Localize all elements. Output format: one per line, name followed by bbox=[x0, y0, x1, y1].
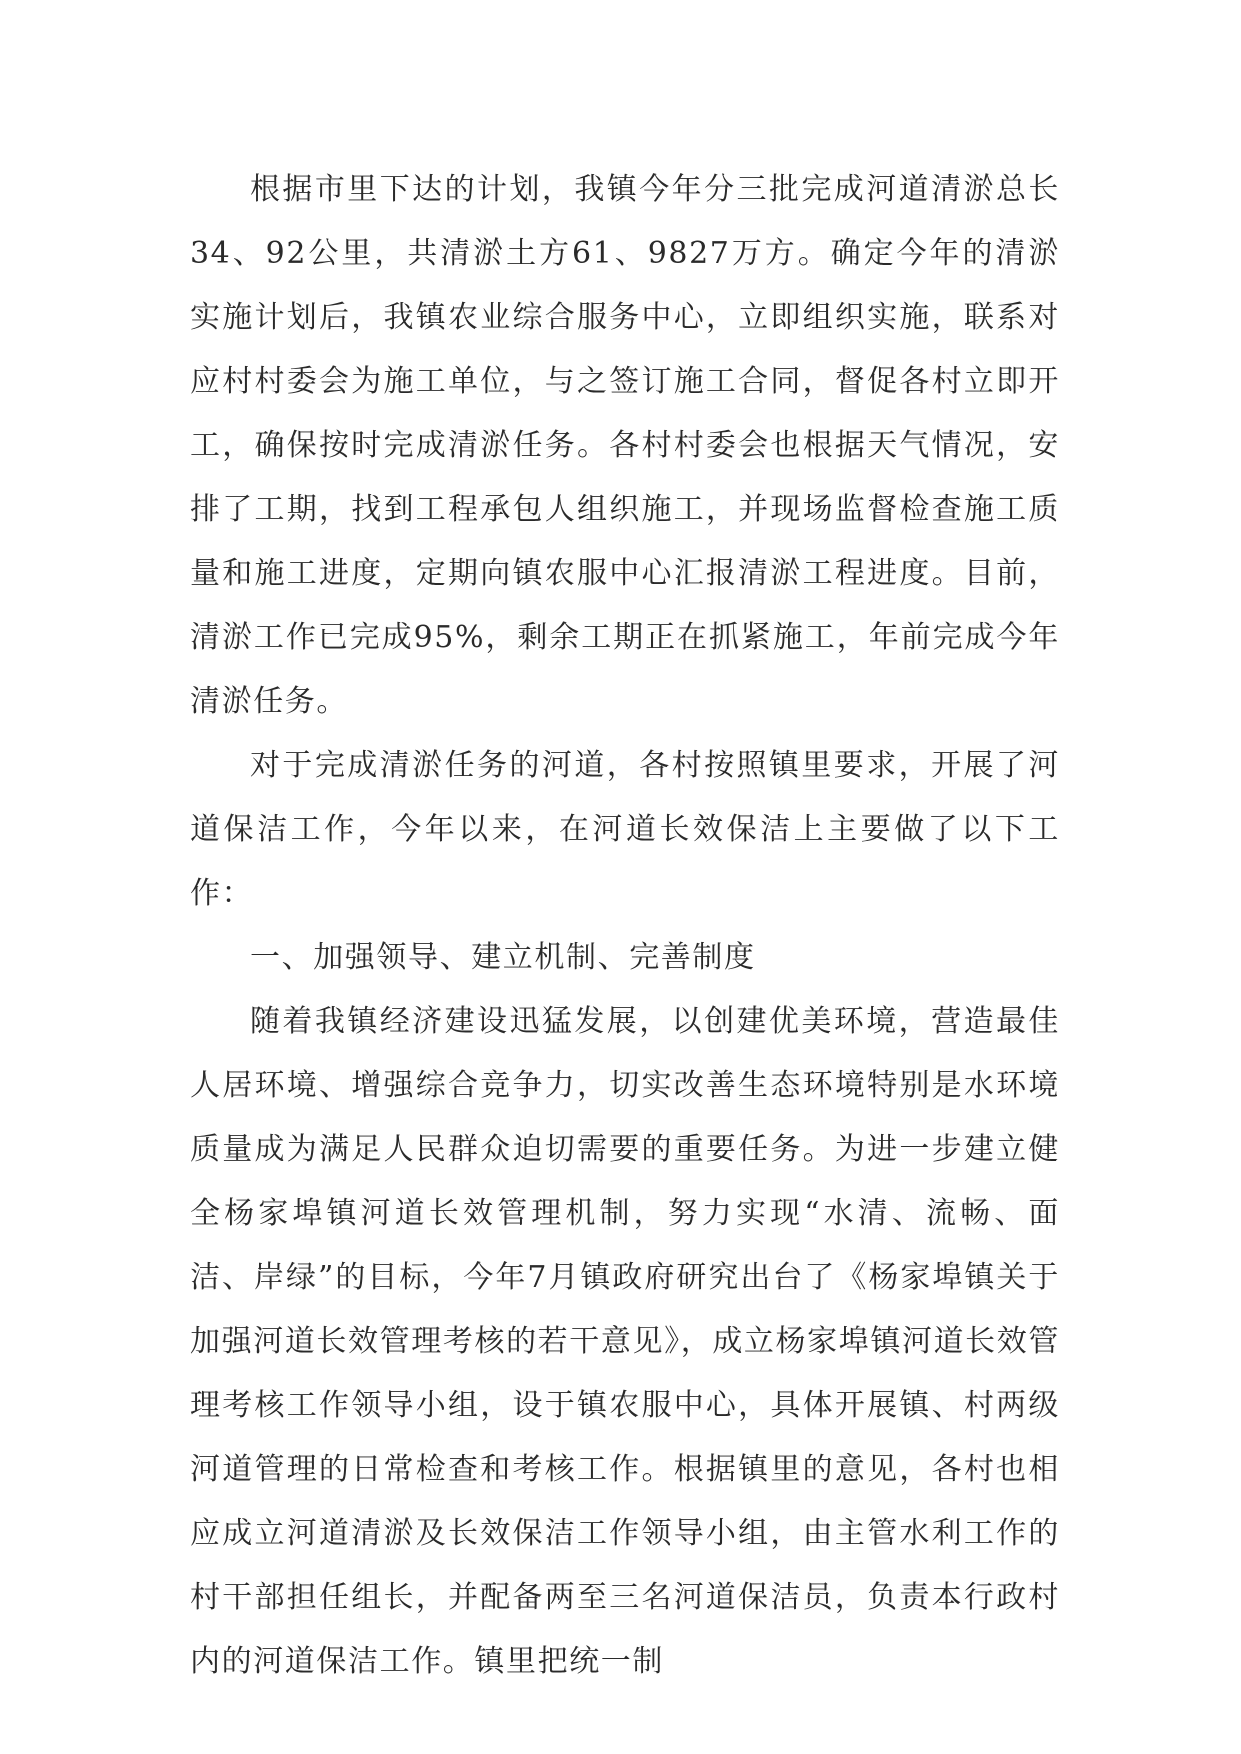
document-body bbox=[190, 158, 1060, 1694]
paragraph-dredging-progress: 根据市里下达的计划，我镇今年分三批完成河道清淤总长34、92公里，共清淤土方61、9827万方。确定今年的清淤实施计划后，我镇农业综合服务中心，立即组织实施，联系对应村村委会为施工单位，与之签订施工合同，督促各村立即开工，确保按时完成清淤任务。各村村委会也根据天气情况，安排了工期，找到工程承包人组织施工，并现场监督检查施工质量和施工进度，定期向镇农服中心汇报清淤工程进度。目前，清淤工作已完成95%，剩余工期正在抓紧施工，年前完成今年清淤任务。 bbox=[190, 172, 1060, 719]
paragraph-river-cleaning-intro: 对于完成清淤任务的河道，各村按照镇里要求，开展了河道保洁工作，今年以来，在河道长效保洁上主要做了以下工作： bbox=[190, 748, 1060, 911]
section-heading-leadership: 一、加强领导、建立机制、完善制度 bbox=[250, 940, 756, 975]
paragraph-management-mechanism: 随着我镇经济建设迅猛发展，以创建优美环境，营造最佳人居环境、增强综合竞争力，切实改善生态环境特别是水环境质量成为满足人民群众迫切需要的重要任务。为进一步建立健全杨家埠镇河道长效管理机制，努力实现“水清、流畅、面洁、岸绿”的目标，今年7月镇政府研究出台了《杨家埠镇关于加强河道长效管理考核的若干意见》，成立杨家埠镇河道长效管理考核工作领导小组，设于镇农服中心，具体开展镇、村两级河道管理的日常检查和考核工作。根据镇里的意见，各村也相应成立河道清淤及长效保洁工作领导小组，由主管水利工作的村干部担任组长，并配备两至三名河道保洁员，负责本行政村内的河道保洁工作。镇里把统一制 bbox=[190, 1004, 1060, 1679]
